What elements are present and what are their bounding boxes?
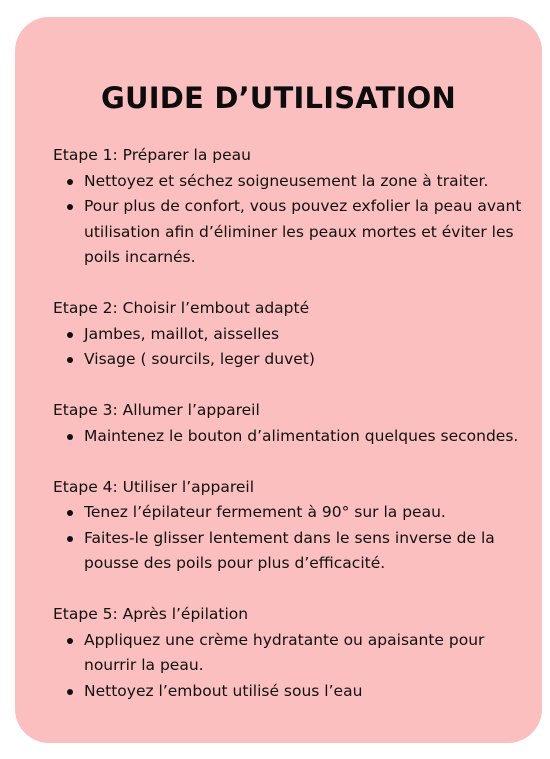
bullet-dot-icon [67,536,73,542]
bullet-text: Pour plus de confort, vous pouvez exfolier la peau avant utilisation afin d’éliminer les peaux mortes et éviter les poils incarnés. [84,197,522,266]
bullet-dot-icon [67,332,73,338]
bullet-dot-icon [67,204,73,210]
bullet-dot-icon [67,638,73,644]
bullet-dot-icon [67,357,73,363]
bullet-text: Jambes, maillot, aisselles [84,324,280,343]
step-heading: Etape 3: Allumer l’appareil [53,401,260,419]
bullet-item [84,194,533,271]
step-1 [53,143,533,271]
step-5 [53,602,533,704]
bullet-item [84,169,533,195]
step-3 [53,398,533,449]
bullet-item [84,424,533,450]
step-bullet-list [53,169,533,271]
bullet-text: Faites-le glisser lentement dans le sens inverse de la pousse des poils pour plus d’efficacité. [84,528,495,572]
step-bullet-list [53,322,533,373]
step-heading: Etape 4: Utiliser l’appareil [53,477,255,496]
step-bullet-list [53,500,533,577]
bullet-dot-icon [67,510,73,516]
bullet-text: Appliquez une crème hydratante ou apaisante pour nourrir la peau. [84,630,485,674]
step-heading: Etape 5: Après l’épilation [53,605,249,623]
bullet-text: Maintenez le bouton d’alimentation quelques secondes. [84,426,519,445]
step-heading: Etape 2: Choisir l’embout adapté [53,299,310,317]
step-bullet-list [53,424,533,450]
steps-container [53,143,533,704]
guide-title: GUIDE D’UTILISATION [101,81,456,115]
bullet-text: Nettoyez et séchez soigneusement la zone à traiter. [84,171,489,190]
step-4 [53,475,533,577]
guide-card [15,17,542,743]
bullet-item [84,679,533,705]
bullet-item [84,322,533,348]
bullet-item [84,347,533,373]
bullet-text: Visage ( sourcils, leger duvet) [84,350,315,368]
bullet-dot-icon [67,434,73,440]
bullet-dot-icon [67,689,73,695]
bullet-item [84,526,533,577]
step-heading: Etape 1: Préparer la peau [53,146,251,164]
bullet-item [84,628,533,679]
bullet-item [84,500,533,526]
bullet-dot-icon [67,179,73,185]
step-2 [53,296,533,373]
step-bullet-list [53,628,533,705]
bullet-text: Tenez l’épilateur fermement à 90° sur la peau. [84,503,446,521]
bullet-text: Nettoyez l’embout utilisé sous l’eau [84,681,363,700]
